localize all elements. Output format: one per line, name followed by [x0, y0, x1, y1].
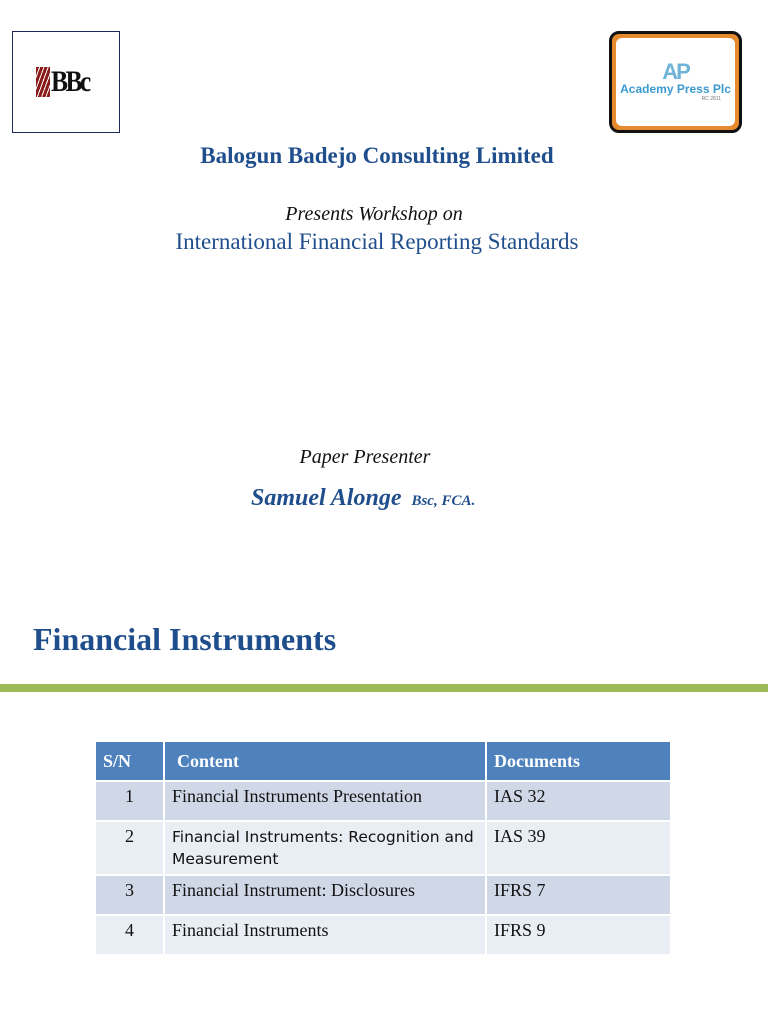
bbc-logo-text: BBc: [51, 65, 90, 98]
table-row: [96, 915, 671, 954]
row-sn: 2: [96, 821, 164, 875]
presenter-name: Samuel Alonge: [251, 485, 402, 511]
row-content: Financial Instruments: [164, 915, 486, 954]
presenter-label: Paper Presenter: [299, 446, 431, 468]
row-document: IFRS 9: [486, 915, 671, 954]
row-content: Financial Instruments Presentation: [164, 781, 486, 821]
academy-press-sub: RC 2811: [701, 96, 721, 102]
bbc-logo-bars-icon: [36, 67, 50, 97]
row-document: IFRS 7: [486, 875, 671, 915]
column-header-documents: Documents: [486, 742, 671, 781]
table-row: [96, 781, 671, 821]
row-sn: 3: [96, 875, 164, 915]
table-header-row: [96, 742, 671, 781]
documents-table: [96, 742, 672, 954]
row-document: IAS 39: [486, 821, 671, 875]
row-sn: 4: [96, 915, 164, 954]
table-row: [96, 875, 671, 915]
academy-press-logo: [609, 31, 742, 133]
academy-press-name: Academy Press Plc: [620, 82, 731, 96]
row-document: IAS 32: [486, 781, 671, 821]
row-content: Financial Instrument: Disclosures: [164, 875, 486, 915]
presenter-qualifications: Bsc, FCA.: [411, 493, 476, 509]
company-name: Balogun Badejo Consulting Limited: [200, 143, 554, 168]
bbc-logo: [12, 31, 120, 133]
section-title: Financial Instruments: [33, 621, 337, 657]
section-divider: [0, 684, 768, 692]
presenter: [251, 485, 475, 512]
row-content: Financial Instruments: Recognition and Measurement: [164, 821, 486, 875]
workshop-subject: International Financial Reporting Standards: [175, 229, 579, 254]
column-header-content: Content: [164, 742, 486, 781]
row-sn: 1: [96, 781, 164, 821]
presents-line: Presents Workshop on: [285, 203, 463, 225]
table-row: [96, 821, 671, 875]
academy-press-mark: AP: [662, 59, 689, 84]
column-header-sn: S/N: [96, 742, 164, 781]
